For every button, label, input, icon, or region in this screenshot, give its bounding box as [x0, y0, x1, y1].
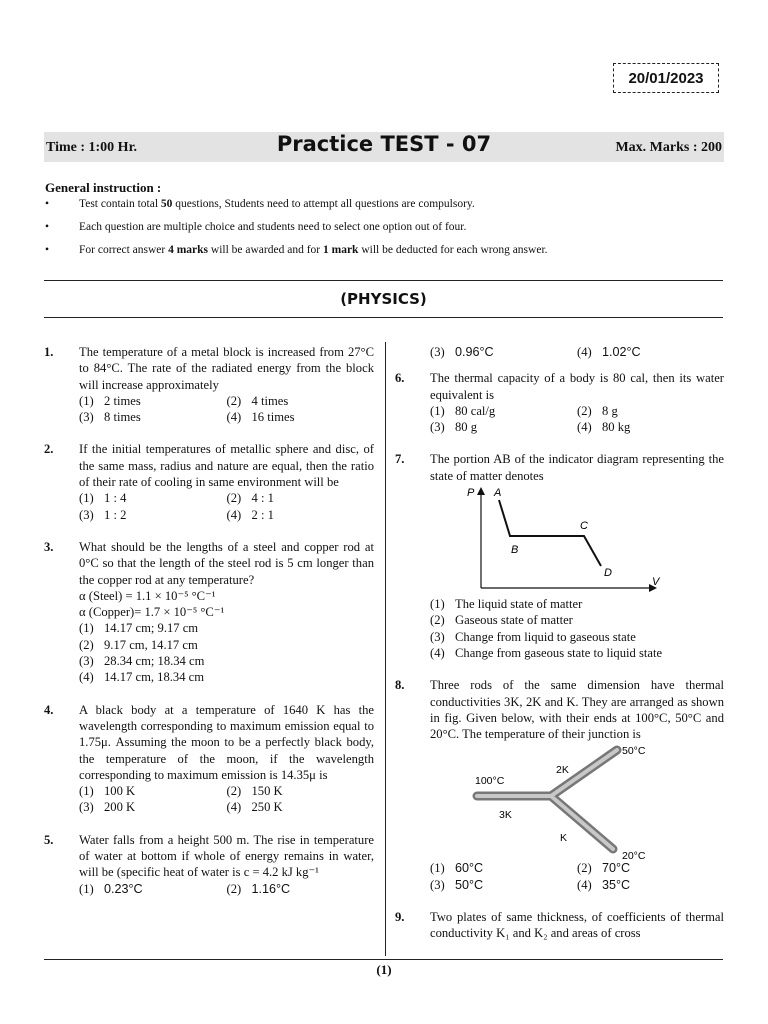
option-text: 60°C — [455, 861, 484, 876]
temp-50: 50°C — [622, 745, 646, 758]
option-text: 4 : 1 — [251, 491, 274, 506]
options — [79, 881, 374, 897]
question-number: 6. — [395, 371, 405, 386]
left-column — [44, 344, 374, 913]
option-1[interactable] — [79, 490, 227, 506]
option-text: 250 K — [251, 800, 283, 815]
question-text: Water falls from a height 500 m. The rise in temperature of water at bottom if whole of energy remains in water, will be (specific heat of water is c = 4.2 kJ kg⁻¹ — [79, 832, 374, 880]
option-text: 1 : 4 — [104, 491, 127, 506]
option-3[interactable] — [79, 507, 227, 523]
option-text: 9.17 cm, 14.17 cm — [104, 637, 198, 652]
question-4 — [44, 702, 374, 816]
option-1[interactable] — [430, 860, 577, 876]
option-number: (4) — [430, 645, 445, 660]
question-number: 1. — [44, 345, 54, 359]
option-4[interactable] — [227, 409, 375, 425]
option-number: (2) — [226, 881, 242, 896]
options — [430, 344, 724, 360]
option-number: (3) — [79, 800, 94, 815]
option-number: (2) — [577, 403, 592, 418]
options — [79, 620, 374, 685]
option-number: (2) — [226, 784, 242, 799]
bullet-icon: • — [45, 244, 50, 256]
option-number: (2) — [79, 637, 94, 652]
footer-rule — [44, 959, 723, 960]
instruction-text: will be awarded and for — [208, 244, 323, 256]
question-text: The thermal capacity of a body is 80 cal, then its water equivalent is — [430, 371, 724, 402]
option-number: (4) — [577, 420, 592, 435]
alpha-steel: α (Steel) = 1.1 × 10⁻⁵ °C⁻¹ — [79, 588, 216, 603]
option-text: 50°C — [455, 877, 484, 892]
option-1[interactable] — [79, 393, 227, 409]
question-text: What should be the lengths of a steel and copper rod at 0°C so that the length of the steel rod is 5 cm longer than the copper rod at any temperature? — [79, 539, 374, 587]
option-number: (4) — [577, 345, 592, 359]
alpha-copper: α (Copper)= 1.7 × 10⁻⁵ °C⁻¹ — [79, 605, 225, 620]
date: 20/01/2023 — [628, 69, 704, 87]
column-divider — [385, 342, 386, 956]
option-text: 1.02°C — [602, 345, 641, 359]
option-text: 70°C — [602, 861, 631, 876]
page-number: (1) — [376, 962, 392, 977]
option-1[interactable] — [430, 596, 724, 612]
question-text: If the initial temperatures of metallic sphere and disc, of the same mass, radius and nature are equal, then the ratio of their rate of cooling in same environment will be — [79, 442, 374, 490]
option-1[interactable] — [79, 881, 227, 897]
instruction-text: will be deducted for each wrong answer. — [358, 244, 548, 256]
option-3[interactable] — [430, 629, 724, 645]
temp-100: 100°C — [475, 775, 505, 788]
date-box — [613, 63, 719, 93]
option-1[interactable] — [79, 620, 374, 636]
indicator-diagram — [430, 484, 724, 596]
option-text: 14.17 cm, 18.34 cm — [104, 670, 205, 685]
option-number: (1) — [79, 491, 94, 506]
instruction-text: Each question are multiple choice and students need to select one option out of four. — [79, 221, 467, 233]
instruction-bold: 50 — [160, 198, 173, 210]
question-number: 8. — [395, 678, 405, 693]
rods-diagram — [430, 742, 724, 860]
option-number: (3) — [79, 507, 94, 522]
options — [430, 596, 724, 661]
label-2k: 2K — [556, 764, 569, 777]
option-2[interactable] — [430, 612, 724, 628]
label-k: K — [560, 832, 568, 845]
header-bar — [44, 132, 724, 162]
option-number: (3) — [430, 345, 445, 359]
label-a: A — [494, 487, 502, 500]
option-text: The liquid state of matter — [455, 597, 583, 612]
option-2[interactable] — [227, 783, 375, 799]
option-1[interactable] — [430, 403, 577, 419]
option-4[interactable] — [227, 507, 375, 523]
question-number: 9. — [395, 910, 405, 925]
label-3k: 3K — [499, 809, 512, 822]
option-text: 16 times — [251, 410, 295, 425]
option-text: 28.34 cm; 18.34 cm — [104, 654, 205, 669]
option-text: 8 times — [104, 410, 141, 425]
question-number: 5. — [44, 832, 54, 847]
question-3 — [44, 539, 374, 686]
instruction-item — [45, 220, 725, 235]
label-d: D — [604, 567, 612, 580]
option-text: 80 kg — [602, 420, 631, 435]
option-2[interactable] — [79, 637, 374, 653]
instruction-bold: 1 mark — [323, 244, 359, 256]
option-2[interactable] — [577, 403, 724, 419]
instruction-text: For correct answer — [79, 244, 169, 256]
option-4[interactable] — [79, 669, 374, 685]
option-text: Gaseous state of matter — [455, 613, 573, 628]
option-number: (4) — [226, 507, 242, 522]
question-text: Two plates of same thickness, of coefficients of thermal conductivity K₁ and K₂ and areas of cross — [430, 910, 724, 941]
option-number: (1) — [79, 621, 94, 636]
option-number: (3) — [79, 410, 94, 425]
question-9 — [395, 909, 724, 942]
option-4[interactable] — [577, 877, 724, 893]
section-rule-bottom — [44, 317, 723, 318]
label-c: C — [580, 520, 588, 533]
question-text: The temperature of a metal block is increased from 27°C to 84°C. The rate of the radiated energy from the block will increase approximately — [79, 345, 374, 392]
general-instructions — [45, 180, 725, 266]
option-number: (2) — [226, 393, 242, 408]
option-number: (1) — [79, 393, 94, 408]
instruction-text: questions, Students need to attempt all questions are compulsory. — [172, 198, 475, 210]
question-number: 3. — [44, 539, 54, 554]
option-3[interactable] — [430, 877, 577, 893]
option-text: 8 g — [602, 403, 618, 418]
option-text: 0.23°C — [104, 881, 143, 896]
question-number: 4. — [44, 702, 54, 717]
option-number: (1) — [79, 881, 94, 896]
option-text: 2 times — [104, 393, 141, 408]
question-text: Three rods of the same dimension have thermal conductivities 3K, 2K and K. They are arranged as shown in fig. Given below, with their ends at 100°C, 50°C and 20°C. The temperature of their junction is — [430, 678, 724, 742]
option-number: (3) — [430, 420, 445, 435]
option-number: (1) — [430, 403, 445, 418]
option-text: 1 : 2 — [104, 507, 127, 522]
instruction-bold: 4 marks — [168, 244, 209, 256]
bullet-icon: • — [45, 221, 50, 233]
option-number: (4) — [226, 410, 242, 425]
option-number: (2) — [226, 491, 242, 506]
label-b: B — [511, 544, 519, 557]
time-label: Time : 1:00 Hr. — [46, 140, 137, 155]
option-text: 2 : 1 — [251, 507, 274, 522]
section-title: (PHYSICS) — [340, 290, 427, 308]
option-1[interactable] — [79, 783, 227, 799]
option-text: 80 g — [455, 420, 478, 435]
question-8 — [395, 677, 724, 893]
option-4[interactable] — [227, 799, 375, 815]
options — [430, 860, 724, 893]
question-text: The portion AB of the indicator diagram representing the state of matter denotes — [430, 452, 724, 483]
section-rule-top — [44, 280, 723, 281]
bullet-icon: • — [45, 198, 50, 210]
option-3[interactable] — [79, 409, 227, 425]
option-4[interactable] — [577, 419, 724, 435]
question-number: 7. — [395, 452, 405, 467]
option-text: 14.17 cm; 9.17 cm — [104, 621, 199, 636]
question-6 — [395, 370, 724, 435]
option-number: (4) — [577, 877, 592, 892]
options — [79, 490, 374, 523]
option-number: (4) — [79, 670, 94, 685]
option-number: (1) — [430, 861, 445, 876]
option-4[interactable] — [430, 645, 724, 661]
option-number: (1) — [430, 597, 445, 612]
option-number: (2) — [577, 861, 592, 876]
option-2[interactable] — [227, 393, 375, 409]
option-text: 1.16°C — [251, 881, 291, 896]
question-1 — [44, 344, 374, 425]
instructions-title: General instruction : — [45, 180, 162, 195]
question-7 — [395, 451, 724, 661]
option-number: (3) — [430, 877, 445, 892]
options — [79, 393, 374, 426]
option-2[interactable] — [577, 860, 724, 876]
option-text: Change from gaseous state to liquid state — [455, 645, 663, 660]
p-label: P — [467, 487, 475, 500]
option-text: 0.96°C — [455, 345, 494, 359]
option-text: 35°C — [602, 877, 631, 892]
instruction-item — [45, 197, 725, 212]
question-5-continued — [395, 344, 724, 360]
right-column — [395, 344, 724, 958]
option-text: Change from liquid to gaseous state — [455, 629, 636, 644]
option-3[interactable] — [430, 419, 577, 435]
option-number: (3) — [430, 629, 445, 644]
options — [430, 403, 724, 436]
options — [79, 783, 374, 816]
option-text: 150 K — [251, 784, 283, 799]
question-number: 2. — [44, 442, 54, 457]
option-text: 200 K — [104, 800, 136, 815]
p-axis-arrow-icon — [477, 487, 485, 495]
option-3[interactable] — [79, 799, 227, 815]
option-number: (1) — [79, 784, 94, 799]
page-title: Practice TEST - 07 — [276, 132, 492, 156]
option-3[interactable] — [79, 653, 374, 669]
instruction-text: Test contain total — [79, 198, 161, 210]
v-label: V — [652, 576, 660, 589]
question-text: A black body at a temperature of 1640 K has the wavelength corresponding to maximum emission equal to 1.75μ. Assuming the moon to be a perfectly black body, the temperature of the moon, if the wavelength corresponding to maximum emission is 14.35μ is — [79, 702, 374, 782]
option-4[interactable] — [577, 344, 724, 360]
question-5 — [44, 832, 374, 897]
option-number: (3) — [79, 654, 94, 669]
option-text: 100 K — [104, 784, 136, 799]
option-2[interactable] — [227, 881, 375, 897]
option-2[interactable] — [227, 490, 375, 506]
instruction-item — [45, 243, 725, 258]
option-text: 4 times — [251, 393, 289, 408]
option-text: 80 cal/g — [455, 403, 496, 418]
max-marks-label: Max. Marks : 200 — [615, 140, 722, 155]
indicator-curve — [499, 500, 601, 566]
temp-20: 20°C — [622, 850, 646, 861]
option-3[interactable] — [430, 344, 577, 360]
option-number: (4) — [226, 800, 242, 815]
option-number: (2) — [430, 613, 445, 628]
question-2 — [44, 441, 374, 522]
